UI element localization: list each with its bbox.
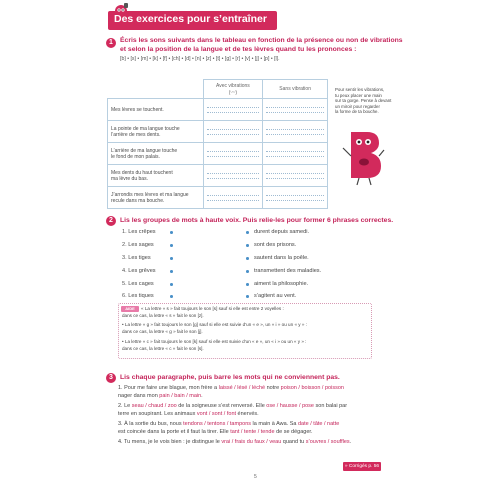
- exercise-2-title: Lis les groupes de mots à haute voix. Puis relie-les pour former 6 phrases correctes.: [120, 217, 394, 224]
- col-header-without-vibration: Sans vibration: [263, 80, 328, 99]
- paragraph-2: 2. Le seau / chaud / zoo de la soigneuse s’est renversé. Elle ose / hausse / pose son balai par terre en soupirant. Les animaux vont / sont / font énervés.: [118, 403, 348, 417]
- answer-cell[interactable]: [203, 99, 263, 121]
- list-item: durent depuis samedi.: [254, 229, 310, 235]
- row-label: J’arrondis mes lèvres et ma langue recule dans ma bouche.: [108, 187, 204, 209]
- sounds-table: [107, 79, 328, 209]
- tip-line: « La lettre « s » fait toujours le son [s] sauf si elle est entre 2 voyelles :: [141, 306, 284, 311]
- table-row: [108, 143, 328, 165]
- list-item: aiment la philosophie.: [254, 281, 309, 287]
- list-item: sont des prisons.: [254, 242, 297, 248]
- answer-cell[interactable]: [263, 143, 328, 165]
- answer-cell[interactable]: [263, 165, 328, 187]
- table-corner: [108, 80, 204, 99]
- answer-cell[interactable]: [203, 143, 263, 165]
- list-item: 6. Les tiques: [122, 293, 154, 299]
- row-label: Mes dents du haut touchent ma lèvre du bas.: [108, 165, 204, 187]
- exercise-1-sounds: [b] • [s] • [m] • [k] • [f] • [ch] • [d] • [n] • [z] • [t] • [g] • [r] • [v] • [j] • [p] • [l].: [120, 56, 280, 62]
- list-item: 3. Les tiges: [122, 255, 151, 261]
- right-dot[interactable]: [246, 231, 249, 234]
- right-dot[interactable]: [246, 257, 249, 260]
- left-dot[interactable]: [170, 231, 173, 234]
- paragraph-3: 3. À la sortie du bus, nous tendons / tentons / tampons la main à Awa. Sa date / tâte / natte est coincée dans la porte et il faut la tirer. Elle tant / tente / tende de se dégager.: [118, 421, 340, 435]
- paragraph-1: 1. Pour me faire une blague, mon frère a laissé / lésé / léché notre poison / boisson / poisson nager dans mon pain / bain / main.: [118, 385, 344, 399]
- answer-cell[interactable]: [203, 121, 263, 143]
- tip-line: dans ce cas, la lettre « s » fait le son [z].: [122, 313, 204, 318]
- right-dot[interactable]: [246, 270, 249, 273]
- row-label: L’arrière de ma langue touche le fond de mon palais.: [108, 143, 204, 165]
- exercise-1-number: 1: [106, 38, 116, 48]
- answer-cell[interactable]: [263, 121, 328, 143]
- right-dot[interactable]: [246, 244, 249, 247]
- tip-line: dans ce cas, la lettre « g » fait le son [j].: [122, 329, 203, 334]
- answer-cell[interactable]: [203, 187, 263, 209]
- table-row: [108, 121, 328, 143]
- list-item: transmettent des maladies.: [254, 268, 322, 274]
- list-item: s’agitent au vent.: [254, 293, 297, 299]
- tip-line: • La lettre « g » fait toujours le son [g] sauf si elle est suivie d’un « e », un « i » ou un « y » :: [122, 322, 307, 327]
- list-item: sautent dans la poêle.: [254, 255, 309, 261]
- left-dot[interactable]: [170, 295, 173, 298]
- row-label: Mes lèvres se touchent.: [108, 99, 204, 121]
- list-item: 2. Les sages: [122, 242, 154, 248]
- table-row: [108, 187, 328, 209]
- tip-label: AIDE: [121, 306, 139, 312]
- letter-b-mascot-icon: [341, 128, 385, 186]
- speech-bubble: Pour sentir les vibrations, tu peux placer une main sur ta gorge. Pense à devant un miroir pour regarder la forme de ta bouche.: [335, 87, 392, 115]
- paragraph-4: 4. Tu mens, je le vois bien : je distingue le vrai / frais du faux / veau quand tu s’ouvres / souffles.: [118, 439, 352, 445]
- right-dot[interactable]: [246, 295, 249, 298]
- row-label: La pointe de ma langue touche l’arrière de mes dents.: [108, 121, 204, 143]
- page-number: 5: [254, 474, 257, 480]
- exercise-1-title: Écris les sons suivants dans le tableau en fonction de la présence ou non de vibrations et selon la position de la langue et de tes lèvres quand tu les prononces :: [120, 37, 403, 53]
- col-header-with-vibrations: Avec vibrations (〰): [203, 80, 263, 99]
- list-item: 5. Les cages: [122, 281, 154, 287]
- answer-cell[interactable]: [203, 165, 263, 187]
- exercise-3-number: 3: [106, 373, 116, 383]
- answer-cell[interactable]: [263, 99, 328, 121]
- tip-line: dans ce cas, la lettre « c » fait le son [s].: [122, 346, 204, 351]
- right-dot[interactable]: [246, 283, 249, 286]
- left-dot[interactable]: [170, 270, 173, 273]
- list-item: 1. Les crêpes: [122, 229, 156, 235]
- left-dot[interactable]: [170, 244, 173, 247]
- list-item: 4. Les grêves: [122, 268, 156, 274]
- tip-line: • La lettre « c » fait toujours le son [k] sauf si elle est suivie d’un « e », un « i » ou un « y » :: [122, 339, 307, 344]
- table-row: [108, 99, 328, 121]
- page-title: Des exercices pour s’entraîner: [114, 13, 267, 25]
- left-dot[interactable]: [170, 257, 173, 260]
- answer-cell[interactable]: [263, 187, 328, 209]
- exercise-2-number: 2: [106, 216, 116, 226]
- exercise-3-title: Lis chaque paragraphe, puis barre les mots qui ne conviennent pas.: [120, 374, 340, 381]
- corriges-link[interactable]: » Corrigés p. 56: [344, 464, 380, 469]
- table-row: [108, 165, 328, 187]
- left-dot[interactable]: [170, 283, 173, 286]
